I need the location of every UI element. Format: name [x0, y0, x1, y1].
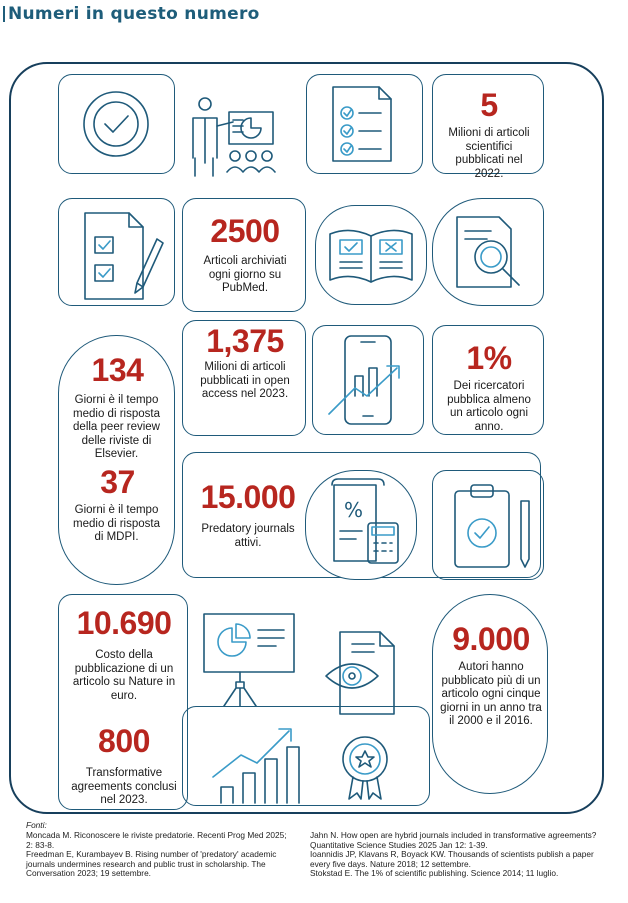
stat-value: 1%: [466, 340, 512, 376]
stat-caption: Milioni di articoli pubblicati in open access nel 2023.: [200, 361, 290, 400]
stat-box-1375: [182, 320, 306, 436]
stat-value: 2500: [210, 213, 280, 249]
stat-value: 37: [100, 464, 135, 500]
stat-caption: Predatory journals attivi.: [201, 523, 295, 549]
icon-tile-clipboard: [432, 470, 544, 580]
icon-tile-magnifier: [432, 198, 544, 306]
icon-tile-checklist: [306, 74, 423, 174]
stat-value: 15.000: [200, 479, 296, 515]
document-checklist-pen-icon: [59, 199, 174, 305]
icon-tile-book: [315, 205, 427, 305]
stat-box-134-37: [58, 335, 175, 585]
stat-caption: Transformative agreements conclusi nel 2023.: [71, 767, 177, 806]
sources-left-column: [26, 831, 288, 879]
icon-tile-checkmark: [58, 74, 175, 174]
source-entry: Jahn N. How open are hybrid journals included in transformative agreements? Quantitative Science Studies 2025 Jan 12: 1-39.: [310, 830, 597, 850]
stat-caption: Autori hanno pubblicato più di un articolo ogni cinque giorni in un anno tra il 2000 e il 2016.: [440, 661, 542, 727]
clipboard-check-icon: [433, 471, 543, 579]
icon-presenter: [183, 88, 298, 178]
stat-caption: Giorni è il tempo medio di risposta della peer review delle riviste di Elsevier.: [73, 394, 160, 460]
title-accent-bar: [3, 6, 5, 22]
icon-tile-percent: [305, 470, 417, 580]
page-title: Numeri in questo numero: [8, 4, 260, 24]
stat-value: 800: [98, 723, 150, 759]
magnifier-document-icon: [433, 199, 543, 305]
icon-tile-growth-award: [182, 706, 430, 806]
icon-doc-eye: [318, 628, 418, 718]
stat-box-1pct: [432, 325, 544, 435]
stat-value: 1,375: [206, 323, 284, 359]
open-book-icon: [316, 206, 426, 304]
stat-value: 9.000: [452, 621, 530, 657]
stat-value: 5: [480, 87, 498, 123]
sources-label: Fonti:: [26, 820, 47, 830]
stat-caption: Articoli archiviati ogni giorno su PubMed.: [203, 255, 287, 294]
stat-box-2500: [182, 198, 306, 312]
icon-easel: [196, 608, 306, 708]
sources-block: [26, 821, 606, 891]
source-entry: Stokstad E. The 1% of scientific publishing. Science 2014; 11 luglio.: [310, 868, 559, 879]
stat-box-10690-800: [58, 594, 188, 810]
stat-caption: Milioni di articoli scientifici pubblicati nel 2022.: [448, 127, 530, 180]
stat-caption: Costo della pubblicazione di un articolo su Nature in euro.: [72, 649, 176, 702]
checklist-icon: [307, 75, 422, 173]
checkmark-circle-icon: [59, 75, 174, 173]
document-eye-icon: [318, 628, 418, 718]
source-entry: Freedman E, Kurambayev B. Rising number of 'predatory' academic journals undermines research and public trust in scholarship. The Conversation 2023; 19 settembre.: [26, 849, 277, 879]
presenter-audience-icon: [183, 88, 298, 178]
document-percent-calculator-icon: [306, 471, 416, 579]
stat-box-9000: [432, 594, 548, 794]
stat-caption: Giorni è il tempo medio di risposta di MDPI.: [73, 504, 160, 543]
stat-box-5: [432, 74, 544, 180]
svg-text:%: %: [344, 498, 364, 522]
stat-value: 134: [91, 352, 144, 388]
stat-caption: Dei ricercatori pubblica almeno un articolo ogni anno.: [447, 380, 531, 433]
presentation-easel-icon: [196, 608, 306, 708]
smartphone-growth-icon: [313, 326, 423, 434]
source-entry: Moncada M. Riconoscere le riviste predatorie. Recenti Prog Med 2025; 2: 83-8.: [26, 830, 287, 850]
icon-tile-phone: [312, 325, 424, 435]
icon-tile-document-pen: [58, 198, 175, 306]
sources-right-column: [310, 831, 600, 879]
stat-value: 10.690: [76, 605, 172, 641]
award-medal-icon: [333, 733, 403, 801]
source-entry: Ioannidis JP, Klavans R, Boyack KW. Thousands of scientists publish a paper every five days. Nature 2018; 12 settembre.: [310, 849, 594, 869]
